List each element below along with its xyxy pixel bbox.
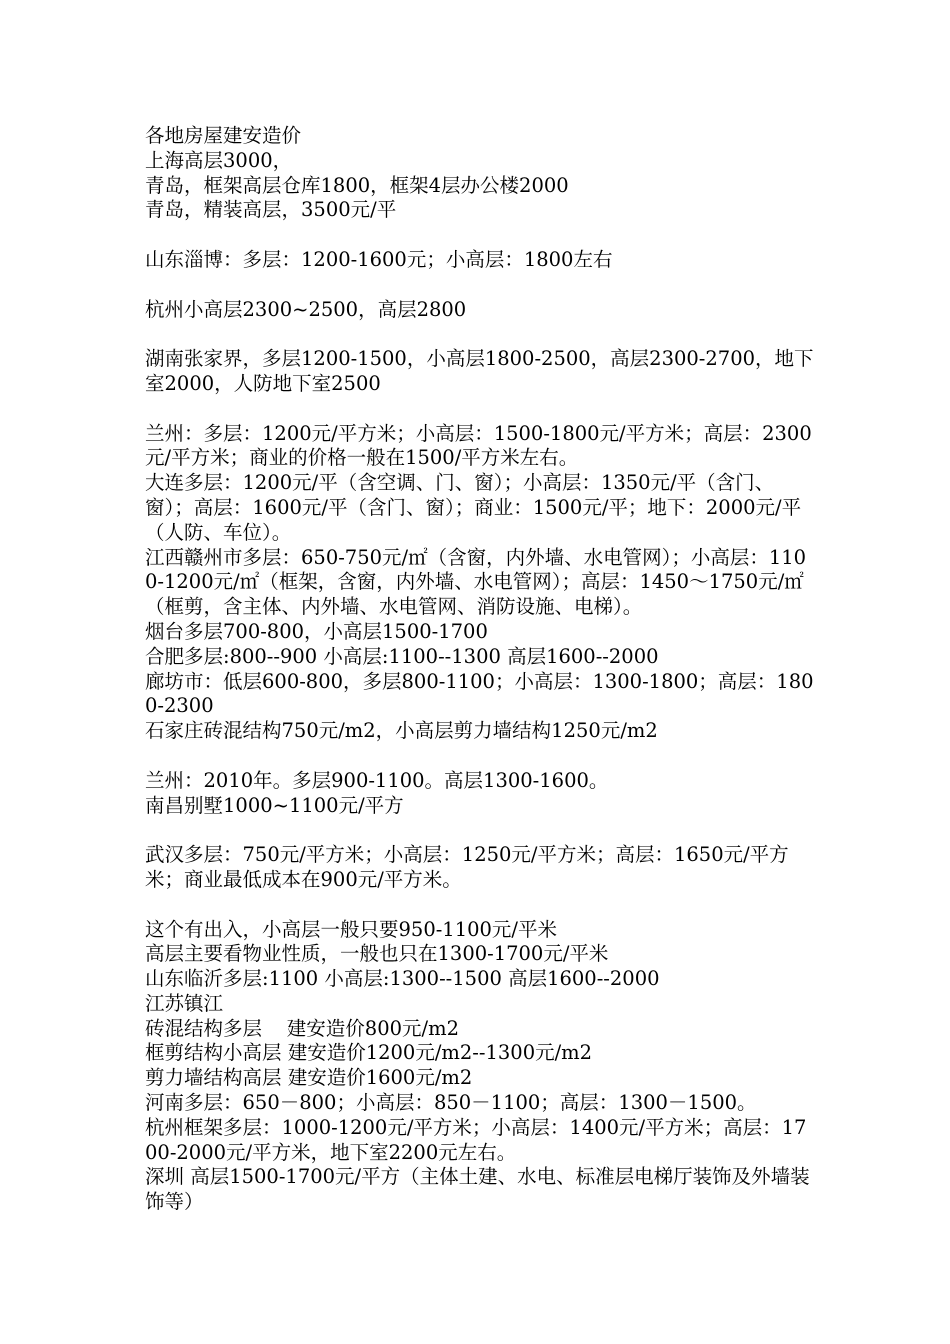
text-line: 山东淄博：多层：1200-1600元；小高层：1800左右 (145, 247, 613, 271)
text-line: 青岛，框架高层仓库1800，框架4层办公楼2000 (145, 173, 569, 197)
text-line: 杭州小高层2300~2500，高层2800 (145, 297, 467, 321)
text-line: 山东临沂多层:1100 小高层:1300--1500 高层1600--2000 (145, 967, 660, 991)
blank-line (145, 223, 815, 248)
text-line: 南昌别墅1000~1100元/平方 (145, 793, 404, 817)
text-line: 剪力墙结构高层 建安造价1600元/m2 (145, 1066, 473, 1090)
text-line: 高层主要看物业性质，一般也只在1300-1700元/平米 (145, 942, 609, 966)
blank-line (145, 893, 815, 918)
text-line: 廊坊市：低层600-800，多层800-1100；小高层：1300-1800；高层：1800-2300 (145, 669, 814, 718)
text-line: 兰州：2010年。多层900-1100。高层1300-1600。 (145, 768, 609, 792)
blank-line (145, 397, 815, 422)
text-line: 烟台多层700-800，小高层1500-1700 (145, 619, 488, 643)
text-line: 江苏镇江 (145, 991, 224, 1015)
text-line: 兰州：多层：1200元/平方米；小高层：1500-1800元/平方米；高层：2300元/平方米；商业的价格一般在1500/平方米左右。 (145, 421, 812, 470)
document-title: 各地房屋建安造价 (145, 124, 302, 147)
text-line: 石家庄砖混结构750元/m2，小高层剪力墙结构1250元/m2 (145, 719, 658, 743)
blank-line (145, 322, 815, 347)
text-line: 上海高层3000， (145, 148, 293, 172)
text-line: 杭州框架多层：1000-1200元/平方米；小高层：1400元/平方米；高层：1700-2000元/平方米，地下室2200元左右。 (145, 1115, 807, 1164)
text-line: 合肥多层:800--900 小高层:1100--1300 高层1600--2000 (145, 644, 659, 668)
text-line: 湖南张家界，多层1200-1500，小高层1800-2500，高层2300-2700，地下室2000，人防地下室2500 (145, 347, 814, 395)
text-line: 大连多层：1200元/平（含空调、门、窗）；小高层：1350元/平（含门、窗）；高层：1600元/平（含门、窗）；商业：1500元/平；地下：2000元/平（人防、车位）。 (145, 471, 802, 544)
text-line: 砖混结构多层 建安造价800元/m2 (145, 1016, 459, 1040)
text-line: 青岛，精装高层，3500元/平 (145, 198, 397, 222)
text-line: 这个有出入，小高层一般只要950-1100元/平米 (145, 917, 558, 941)
text-line: 河南多层：650－800；小高层：850－1100；高层：1300－1500。 (145, 1091, 757, 1115)
blank-line (145, 818, 815, 843)
blank-line (145, 273, 815, 298)
text-line: 框剪结构小高层 建安造价1200元/m2--1300元/m2 (145, 1041, 593, 1065)
text-line: 武汉多层：750元/平方米；小高层：1250元/平方米；高层：1650元/平方米；商业最低成本在900元/平方米。 (145, 843, 789, 891)
text-line: 深圳 高层1500-1700元/平方（主体土建、水电、标准层电梯厅装饰及外墙装饰等） (145, 1165, 810, 1214)
document-body (145, 124, 815, 1215)
blank-line (145, 744, 815, 769)
text-line: 江西赣州市多层：650-750元/㎡（含窗，内外墙、水电管网）；小高层：1100-1200元/㎡（框架，含窗，内外墙、水电管网）；高层：1450～1750元/㎡（框剪，含主体、内外墙、水电管网、消防设施、电梯）。 (145, 545, 807, 619)
